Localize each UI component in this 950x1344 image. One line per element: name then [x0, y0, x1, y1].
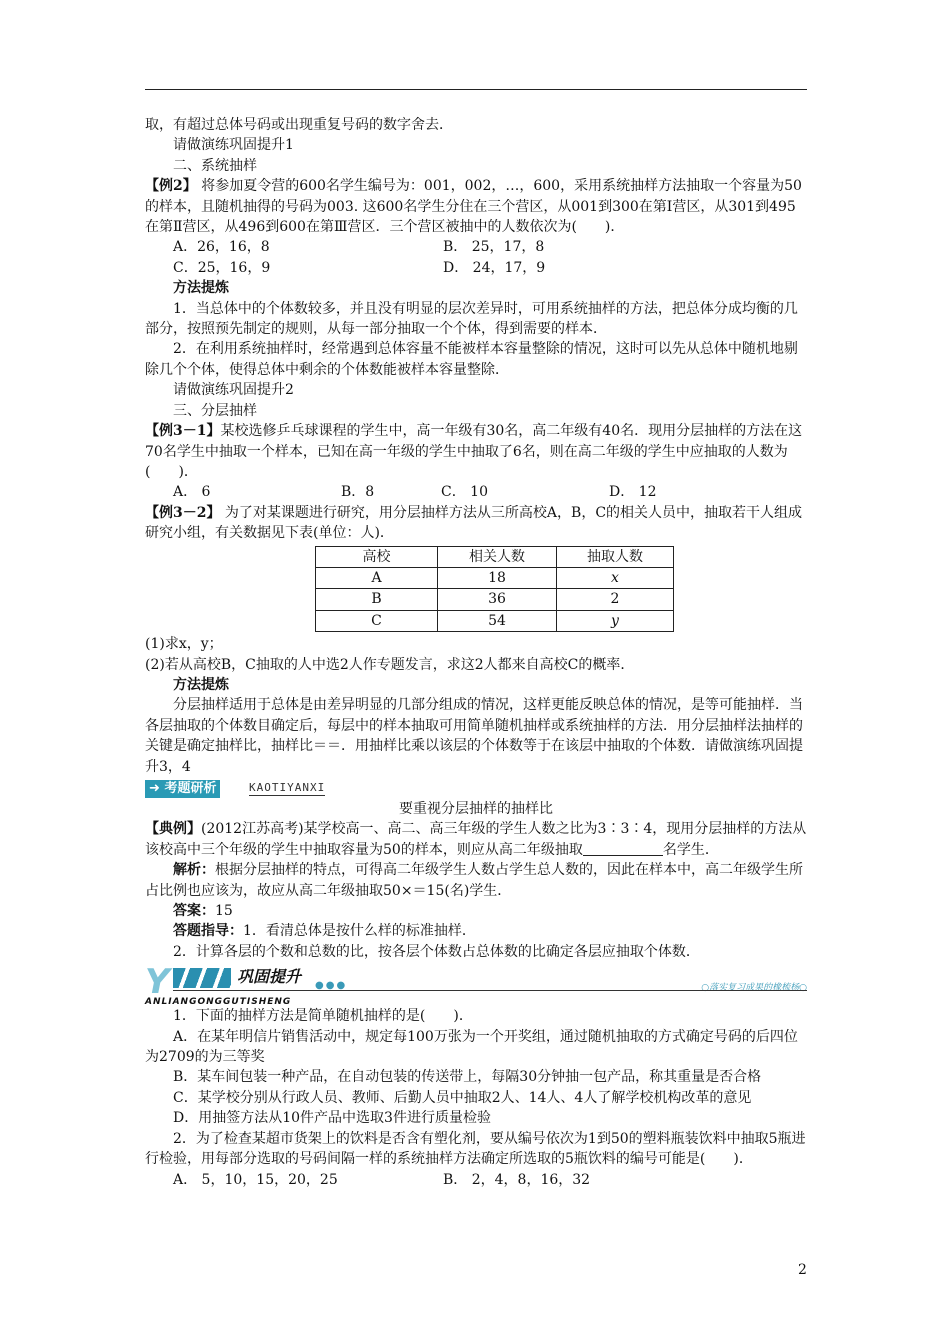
table-header-cell: 抽取人数: [557, 546, 674, 567]
option: C． 10: [441, 484, 488, 501]
example-3-2: [145, 503, 807, 544]
answer: [145, 901, 807, 921]
option: C．25，16，9: [173, 259, 271, 276]
analysis-label: 解析：: [173, 862, 215, 879]
option: B． 2，4，8，16，32: [443, 1171, 591, 1188]
text-line: 请做演练巩固提升2: [173, 382, 294, 399]
option: A． 5，10，15，20，25: [173, 1171, 338, 1188]
banner-rule: [173, 990, 807, 991]
analysis: [145, 860, 807, 901]
option: B． 25，17，8: [443, 239, 545, 256]
guidance-2: 2．计算各层的个数和总数的比，按各层个体数占总体数的比确定各层应抽取个体数．: [173, 943, 700, 960]
y-logo-icon: Y: [145, 962, 170, 1003]
guidance: [145, 921, 807, 941]
gonggu-subtitle: ANLIANGONGGUTISHENG: [145, 997, 292, 1008]
example-2: [145, 176, 807, 237]
method-heading: 方法提炼: [173, 676, 229, 693]
example-text: (2012江苏高考)某学校高一、高二、高三年级的学生人数之比为3∶3∶4，现用分层抽样的方法从该校高中三个年级的学生中抽取容量为50的样本，则应从高二年级抽取: [145, 821, 807, 858]
example-label: 【典例】: [145, 821, 201, 838]
kaoti-badge-text: 考题研析: [164, 781, 217, 796]
question-2: (2)若从高校B，C抽取的人中选2人作专题发言，求这2人都来自高校C的概率．: [145, 656, 635, 673]
example-text: 某校选修乒乓球课程的学生中，高一年级有30名，高二年级有40名．现用分层抽样的方法在这70名学生中抽取一个样本，已知在高一年级的学生中抽取了6名，则在高二年级的学生中应抽取的人数为( )．: [145, 423, 803, 480]
kaoti-title: 要重视分层抽样的抽样比: [399, 801, 553, 817]
method-heading: 方法提炼: [173, 280, 229, 297]
text-line: 请做演练巩固提升1: [173, 137, 294, 154]
paragraph: 分层抽样适用于总体是由差异明显的几部分组成的情况，这样更能反映总体的情况，是等可能抽样．当各层抽取的个体数目确定后，每层中的样本抽取可用简单随机抽样或系统抽样的方法．用分层抽样法抽样的关键是确定抽样比，抽样比＝＝．用抽样比乘以该层的个体数等于在该层中抽取的个体数．请做演练巩固提升3，4: [145, 697, 803, 775]
options-row: [145, 237, 807, 257]
table-cell: 2: [557, 589, 674, 610]
option: D． 12: [609, 484, 657, 501]
table-cell: y: [557, 610, 674, 631]
dots-icon: ●●●: [315, 980, 348, 992]
analysis-text: 根据分层抽样的特点，可得高二年级学生人数占学生总人数的，因此在样本中，高二年级学生所占比例也应该为，故应从高二年级抽取50×＝15(名)学生．: [145, 862, 803, 899]
example-text: 为了对某课题进行研究，用分层抽样方法从三所高校A，B，C的相关人员中，抽取若干人组成研究小组，有关数据见下表(单位：人)．: [145, 504, 803, 542]
option: B．8: [341, 484, 375, 501]
stripe-decoration: [173, 968, 231, 988]
example-label: 【例3－2】: [145, 504, 221, 521]
options-row: [145, 258, 807, 278]
paragraph: 2．在利用系统抽样时，经常遇到总体容量不能被样本容量整除的情况，这时可以先从总体中随机地剔除几个个体，使得总体中剩余的个体数能被样本容量整除．: [145, 341, 798, 378]
option: A． 6: [173, 484, 211, 501]
gonggu-title: 巩固提升: [237, 967, 302, 987]
example-label: 【例2】: [145, 178, 197, 195]
kaoti-banner: [145, 779, 807, 799]
example-text: 将参加夏令营的600名学生编号为：001，002，…，600，采用系统抽样方法抽取一个容量为50的样本，且随机抽得的号码为003. 这600名学生分住在三个营区，从001到300在第Ⅰ营区，从301到495在第Ⅱ营区，从496到600在第Ⅲ营区．三个营区被抽中的人数依次为( )．: [145, 178, 802, 236]
table-cell: 18: [438, 567, 557, 588]
data-table: [315, 546, 674, 633]
option: D． 24，17，9: [443, 259, 546, 276]
guidance-text: 1．看清总体是按什么样的标准抽样．: [243, 923, 476, 940]
guidance-label: 答题指导：: [173, 923, 243, 940]
table-cell: A: [316, 567, 438, 588]
practice-option: C．某学校分别从行政人员、教师、后勤人员中抽取2人、14人、4人了解学校机构改革的意见: [173, 1089, 752, 1106]
table-header-row: [316, 546, 674, 567]
typical-example: [145, 819, 807, 860]
example-text: 名学生．: [662, 841, 719, 858]
options-row: [145, 482, 807, 502]
table-cell: C: [316, 610, 438, 631]
option: A．26，16，8: [173, 239, 270, 256]
example-3-1: [145, 421, 807, 482]
kaoti-badge: [145, 780, 220, 798]
table-cell: 54: [438, 610, 557, 631]
page-number: 2: [798, 1262, 807, 1278]
gonggu-slogan: ○落实复习成果的橡梳杨○: [701, 983, 807, 994]
text-line: 取，有超过总体号码或出现重复号码的数字舍去．: [145, 117, 453, 133]
example-label: 【例3－1】: [145, 423, 221, 440]
paragraph: 1．当总体中的个体数较多，并且没有明显的层次差异时，可用系统抽样的方法，把总体分成均衡的几部分，按照预先制定的规则，从每一部分抽取一个个体，得到需要的样本．: [145, 300, 798, 338]
kaoti-subtitle: KAOTIYANXI: [249, 781, 326, 794]
answer-text: 15: [215, 903, 233, 920]
table-header-cell: 高校: [316, 546, 438, 567]
practice-option: B．某车间包装一种产品，在自动包装的传送带上，每隔30分钟抽一包产品，称其重量是否合格: [173, 1069, 762, 1086]
answer-label: 答案：: [173, 903, 215, 920]
table-row: [316, 610, 674, 631]
table-cell: 36: [438, 589, 557, 610]
answer-blank: [583, 841, 663, 856]
section-heading: 三、分层抽样: [173, 402, 257, 419]
arrow-icon: ➜: [149, 781, 160, 796]
table-header-cell: 相关人数: [438, 546, 557, 567]
table-row: [316, 589, 674, 610]
table-cell: x: [557, 567, 674, 588]
table-cell: B: [316, 589, 438, 610]
question-1: (1)求x，y；: [145, 636, 223, 653]
table-row: [316, 567, 674, 588]
practice-option: A．在某年明信片销售活动中，规定每100万张为一个开奖组，通过随机抽取的方式确定号码的后四位为2709的为三等奖: [145, 1028, 798, 1066]
practice-question: 2．为了检查某超市货架上的饮料是否含有塑化剂，要从编号依次为1到50的塑料瓶装饮料中抽取5瓶进行检验，用每部分选取的号码间隔一样的系统抽样方法确定所选取的5瓶饮料的编号可能是( )．: [145, 1130, 806, 1168]
gonggu-banner: [145, 962, 807, 1008]
page-content: [145, 115, 807, 1190]
options-row: [145, 1170, 807, 1190]
section-heading: 二、系统抽样: [173, 157, 257, 174]
header-rule: [145, 89, 807, 90]
practice-option: D．用抽签方法从10件产品中选取3件进行质量检验: [173, 1110, 491, 1127]
practice-question: 1．下面的抽样方法是简单随机抽样的是( )．: [173, 1008, 473, 1025]
